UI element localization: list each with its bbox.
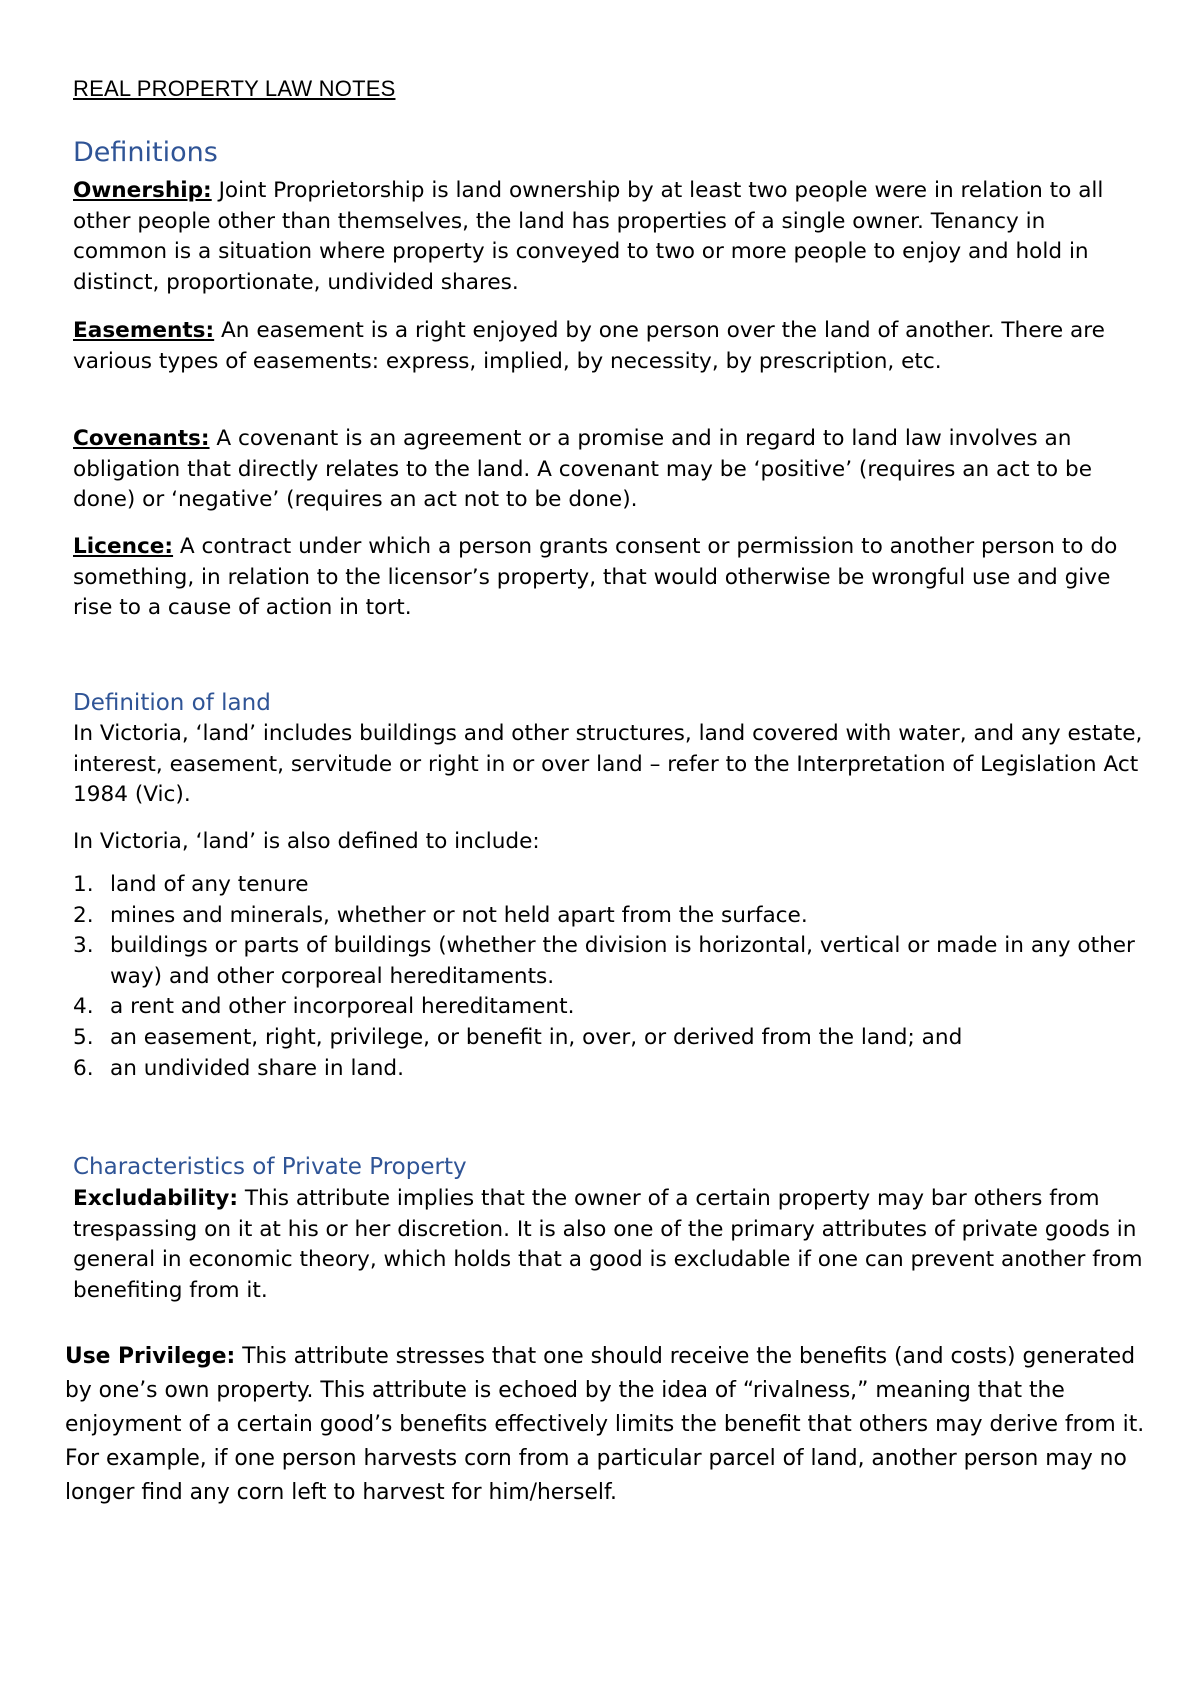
list-item-text: a rent and other incorporeal hereditament. xyxy=(110,994,575,1020)
excludability-term: Excludability: xyxy=(73,1186,238,1211)
covenants-term: Covenants: xyxy=(73,426,210,451)
ownership-paragraph xyxy=(73,176,1143,298)
definition-of-land-heading: Definition of land xyxy=(73,690,271,716)
licence-text: A contract under which a person grants consent or permission to another person to do something, in relation to the licensor’s property, that would otherwise be wrongful use and give rise to a cause of action in tort. xyxy=(73,534,1118,621)
list-number: 4. xyxy=(73,994,94,1020)
use-privilege-paragraph xyxy=(65,1340,1145,1510)
excludability-paragraph xyxy=(73,1184,1143,1306)
list-item xyxy=(73,901,1143,932)
list-item-text: land of any tenure xyxy=(110,872,309,897)
document-title: REAL PROPERTY LAW NOTES xyxy=(73,76,396,101)
excludability-text: This attribute implies that the owner of a certain property may bar others from trespassing on it at his or her discretion. It is also one of the primary attributes of private goods in general in economic theory, which holds that a good is excludable if one can prevent another from benefiting from it. xyxy=(73,1186,1143,1303)
licence-term: Licence: xyxy=(73,534,174,559)
list-item xyxy=(73,1023,1143,1054)
list-number: 1. xyxy=(73,872,94,897)
covenants-paragraph xyxy=(73,424,1143,516)
list-number: 2. xyxy=(73,902,94,928)
list-item xyxy=(73,931,1143,992)
list-item xyxy=(73,1054,1143,1085)
land-list xyxy=(73,870,1143,1084)
easements-term: Easements: xyxy=(73,318,215,343)
list-item-text: an undivided share in land. xyxy=(110,1055,404,1081)
definitions-heading: Definitions xyxy=(73,137,218,168)
licence-paragraph xyxy=(73,532,1143,624)
easements-text: An easement is a right enjoyed by one person over the land of another. There are various types of easements: express, implied, by necessity, by prescription, etc. xyxy=(73,318,1105,374)
list-number: 3. xyxy=(73,933,94,959)
ownership-text: Joint Proprietorship is land ownership by at least two people were in relation to all other people other than themselves, the land has properties of a single owner. Tenancy in common is a situation where property is conveyed to two or more people to enjoy and hold in distinct, proportionate, undivided shares. xyxy=(73,178,1104,295)
list-number: 5. xyxy=(73,1024,94,1050)
easements-paragraph xyxy=(73,316,1143,377)
private-property-heading: Characteristics of Private Property xyxy=(73,1154,467,1180)
list-item xyxy=(73,992,1143,1023)
list-item-text: buildings or parts of buildings (whether the division is horizontal, vertical or made in any other way) and other corporeal hereditaments. xyxy=(110,933,1135,989)
land-includes-paragraph: In Victoria, ‘land’ is also defined to include: xyxy=(73,829,540,854)
use-privilege-term: Use Privilege: xyxy=(65,1344,236,1369)
ownership-term: Ownership: xyxy=(73,178,212,203)
list-number: 6. xyxy=(73,1055,94,1081)
list-item-text: mines and minerals, whether or not held apart from the surface. xyxy=(110,902,808,928)
list-item xyxy=(73,870,1143,901)
list-item-text: an easement, right, privilege, or benefit in, over, or derived from the land; and xyxy=(110,1024,963,1050)
covenants-text: A covenant is an agreement or a promise and in regard to land law involves an obligation that directly relates to the land. A covenant may be ‘positive’ (requires an act to be done) or ‘negative’ (requires an act not to be done). xyxy=(73,426,1092,513)
land-paragraph: In Victoria, ‘land’ includes buildings and other structures, land covered with water, and any estate, interest, easement, servitude or right in or over land – refer to the Interpretation of Legislation Act 1984 (Vic). xyxy=(73,721,1143,808)
use-privilege-text: This attribute stresses that one should receive the benefits (and costs) generated by one’s own property. This attribute is echoed by the idea of “rivalness,” meaning that the enjoyment of a certain good’s benefits effectively limits the benefit that others may derive from it. For example, if one person harvests corn from a particular parcel of land, another person may no longer find any corn left to harvest for him/herself. xyxy=(65,1344,1145,1505)
